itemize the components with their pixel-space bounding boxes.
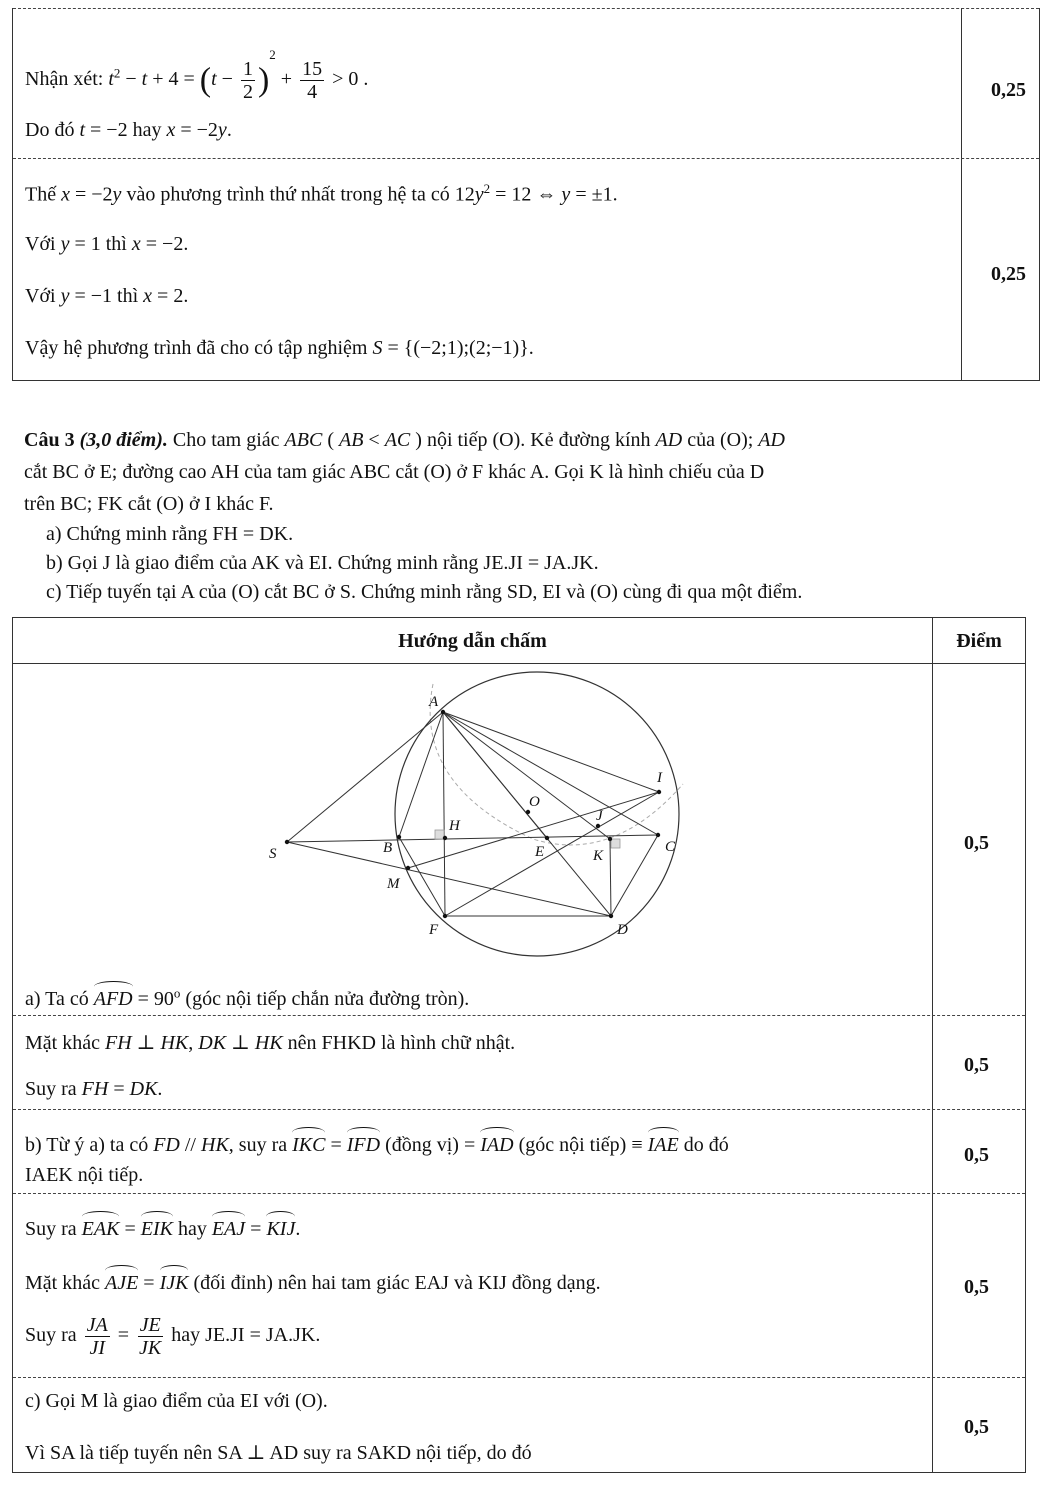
therefore-line: Do đó t = −2 hay x = −2y. (25, 119, 232, 141)
answer-row-4 (13, 1193, 1025, 1377)
label-s: S (269, 846, 277, 862)
label-m: M (387, 876, 400, 892)
label-f: F (429, 922, 439, 938)
question-line-3: trên BC; FK cắt (O) ở I khác F. (24, 493, 274, 515)
top-row-2 (13, 158, 1039, 380)
question-part-b: b) Gọi J là giao điểm của AK và EI. Chứng minh rằng JE.JI = JA.JK. (46, 552, 599, 574)
label-o: O (529, 794, 540, 810)
remark-line: Nhận xét: $t^2 - t + 4 = (t$ − $\frac{1}{2}$ )$^2$ + $\frac{15}{4}$ > 0 . (25, 47, 369, 103)
label-j: J (596, 808, 603, 824)
label-b: B (383, 840, 393, 856)
label-a: A (429, 694, 439, 710)
answer-row-2 (13, 1015, 1025, 1109)
score-row-2: 0,5 (964, 1054, 989, 1076)
answer-row-5 (13, 1377, 1025, 1472)
header-score: Điểm (956, 630, 1002, 652)
question-line-1: Câu 3 (3,0 điểm). Cho tam giác ABC ( AB < AC ) nội tiếp (O). Kẻ đường kính AD của (O); AD (24, 429, 785, 451)
remark-label: Nhận xét: (25, 68, 104, 90)
score-row-4: 0,5 (964, 1276, 989, 1298)
substitute-line: Thế x = −2y vào phương trình thứ nhất trong hệ ta có $12y^2 = 12$ ⇔ y = ±1. (25, 181, 618, 206)
solution-set-line: Vậy hệ phương trình đã cho có tập nghiệm S = {(−2;1);(2;−1)}. (25, 337, 534, 359)
fh-dk-line: Suy ra FH = DK. (25, 1078, 163, 1100)
label-i: I (657, 770, 662, 786)
question-part-a: a) Chứng minh rằng FH = DK. (46, 523, 294, 545)
label-h: H (449, 818, 460, 834)
case-1-line: Với y = 1 thì x = −2. (25, 233, 189, 255)
answer-header (13, 617, 1025, 663)
answer-row-figure (13, 663, 1025, 1015)
score-top-2: 0,25 (991, 263, 1026, 285)
question-line-2: cắt BC ở E; đường cao AH của tam giác ABC cắt (O) ở F khác A. Gọi K là hình chiếu của D (24, 461, 765, 483)
helper-arc (430, 684, 683, 845)
part-b-line-1: b) Từ ý a) ta có FD // HK, suy ra IKC = IFD (đồng vị) = IAD (góc nội tiếp) ≡ IAE do đó (25, 1130, 729, 1157)
score-row-3: 0,5 (964, 1144, 989, 1166)
score-top-1: 0,25 (991, 79, 1026, 101)
score-row-5: 0,5 (964, 1416, 989, 1438)
rectangle-line: Mặt khác FH ⊥ HK, DK ⊥ HK nên FHKD là hình chữ nhật. (25, 1032, 516, 1054)
header-guide: Hướng dẫn chấm (398, 630, 547, 652)
label-c: C (665, 839, 676, 855)
question-3 (24, 424, 1014, 607)
top-row-1 (13, 8, 1039, 158)
ratio-line: Suy ra $\frac{JA}{JI}$ = $\frac{JE}{JK}$ hay JE.JI = JA.JK. (25, 1314, 321, 1359)
geometry-figure (13, 664, 932, 974)
top-table (12, 8, 1040, 381)
label-d: D (617, 922, 628, 938)
circle-o (395, 672, 679, 956)
case-2-line: Với y = −1 thì x = 2. (25, 285, 189, 307)
part-b-line-2: IAEK nội tiếp. (25, 1164, 144, 1186)
label-k: K (593, 848, 604, 864)
part-c-line-1: c) Gọi M là giao điểm của EI với (O). (25, 1390, 328, 1412)
score-figure: 0,5 (964, 832, 989, 854)
part-a-line: a) Ta có AFD = $90^o$ (góc nội tiếp chắn nửa đường tròn). (25, 985, 470, 1010)
answer-table (12, 617, 1026, 1473)
part-c-line-2: Vì SA là tiếp tuyến nên SA ⊥ AD suy ra SAKD nội tiếp, do đó (25, 1442, 532, 1464)
similar-line: Mặt khác AJE = IJK (đối đỉnh) nên hai tam giác EAJ và KIJ đồng dạng. (25, 1268, 601, 1295)
question-part-c: c) Tiếp tuyến tại A của (O) cắt BC ở S. Chứng minh rằng SD, EI và (O) cùng đi qua một điểm. (46, 581, 803, 603)
label-e: E (535, 844, 545, 860)
answer-row-3 (13, 1109, 1025, 1193)
angles-line: Suy ra EAK = EIK hay EAJ = KIJ. (25, 1214, 300, 1241)
